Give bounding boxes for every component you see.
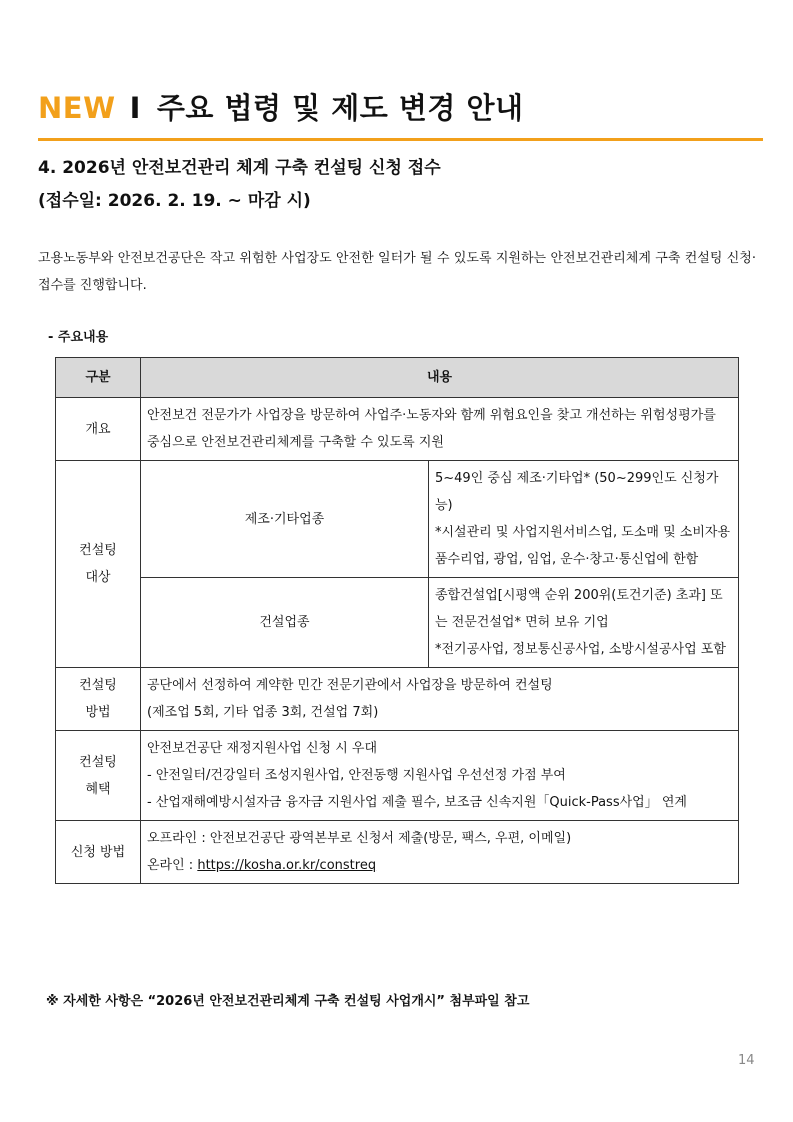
apply-desc <box>141 821 739 884</box>
table-row-overview <box>56 398 739 461</box>
section-subtitle: (접수일: 2026. 2. 19. ~ 마감 시) <box>38 191 311 211</box>
target-label-line1: 컨설팅 <box>79 543 117 558</box>
target-label <box>56 461 141 668</box>
info-table <box>55 357 739 884</box>
section-title: 4. 2026년 안전보건관리 체계 구축 컨설팅 신청 접수 <box>38 158 441 178</box>
table-row-apply <box>56 821 739 884</box>
method-label-line2: 방법 <box>85 705 111 720</box>
benefit-label-line1: 컨설팅 <box>79 754 117 770</box>
benefit-desc <box>141 731 739 821</box>
target-label-line2: 대상 <box>85 570 111 585</box>
method-line1: 공단에서 선정하여 계약한 민간 전문기관에서 사업장을 방문하여 컨설팅 <box>147 678 553 693</box>
new-label: NEW <box>38 91 116 125</box>
manufacturing-line1: 5~49인 중심 제조·기타업* (50~299인도 신청가능) <box>435 471 719 513</box>
table-row-benefit <box>56 731 739 821</box>
page-header <box>38 86 763 127</box>
apply-online-link[interactable]: https://kosha.or.kr/constreq <box>197 858 377 873</box>
apply-offline: 오프라인 : 안전보건공단 광역본부로 신청서 제출(방문, 팩스, 우편, 이메일) <box>147 831 572 846</box>
table-row-method <box>56 668 739 731</box>
contents-label: - 주요내용 <box>48 330 109 345</box>
construction-line2: *전기공사업, 정보통신공사업, 소방시설공사업 포함 <box>435 642 726 657</box>
construction-label: 건설업종 <box>141 578 429 668</box>
footnote: ※ 자세한 사항은 “2026년 안전보건관리체계 구축 컨설팅 사업개시” 첨부파일 참고 <box>46 994 530 1009</box>
construction-line1: 종합건설업[시평액 순위 200위(토건기준) 초과] 또는 전문건설업* 면허 보유 기업 <box>435 588 723 630</box>
header-category: 구분 <box>56 358 141 398</box>
benefit-line1: 안전보건공단 재정지원사업 신청 시 우대 <box>147 741 378 756</box>
page-number: 14 <box>738 1053 755 1068</box>
benefit-line2: - 안전일터/건강일터 조성지원사업, 안전동행 지원사업 우선선정 가점 부여 <box>147 768 566 783</box>
title-text: 주요 법령 및 제도 변경 안내 <box>156 91 524 125</box>
construction-desc <box>429 578 739 668</box>
benefit-label-line2: 혜택 <box>85 781 111 797</box>
method-label-line1: 컨설팅 <box>79 678 117 693</box>
benefit-line3: - 산업재해예방시설자금 융자금 지원사업 제출 필수, 보조금 신속지원「Quick-Pass사업」 연계 <box>147 795 687 810</box>
header-content: 내용 <box>141 358 739 398</box>
manufacturing-label: 제조·기타업종 <box>141 461 429 578</box>
manufacturing-desc <box>429 461 739 578</box>
intro-paragraph: 고용노동부와 안전보건공단은 작고 위험한 사업장도 안전한 일터가 될 수 있도록 지원하는 안전보건관리체계 구축 컨설팅 신청·접수를 진행합니다. <box>38 251 756 293</box>
header-divider <box>38 138 763 141</box>
overview-label: 개요 <box>56 398 141 461</box>
overview-text: 안전보건 전문가가 사업장을 방문하여 사업주·노동자와 함께 위험요인을 찾고 개선하는 위험성평가를 중심으로 안전보건관리체계를 구축할 수 있도록 지원 <box>141 398 739 461</box>
apply-online-prefix: 온라인 : <box>147 858 198 873</box>
title-separator: I <box>129 91 141 125</box>
benefit-label <box>56 731 141 821</box>
apply-online <box>147 852 732 879</box>
table-row-target-construction <box>56 578 739 668</box>
page-title <box>38 86 763 127</box>
apply-label: 신청 방법 <box>56 821 141 884</box>
table-header-row <box>56 358 739 398</box>
manufacturing-line2: *시설관리 및 사업지원서비스업, 도소매 및 소비자용품수리업, 광업, 임업, 운수·창고·통신업에 한함 <box>435 525 731 567</box>
method-desc <box>141 668 739 731</box>
table-row-target-manufacturing <box>56 461 739 578</box>
method-label <box>56 668 141 731</box>
method-line2: (제조업 5회, 기타 업종 3회, 건설업 7회) <box>147 705 379 720</box>
